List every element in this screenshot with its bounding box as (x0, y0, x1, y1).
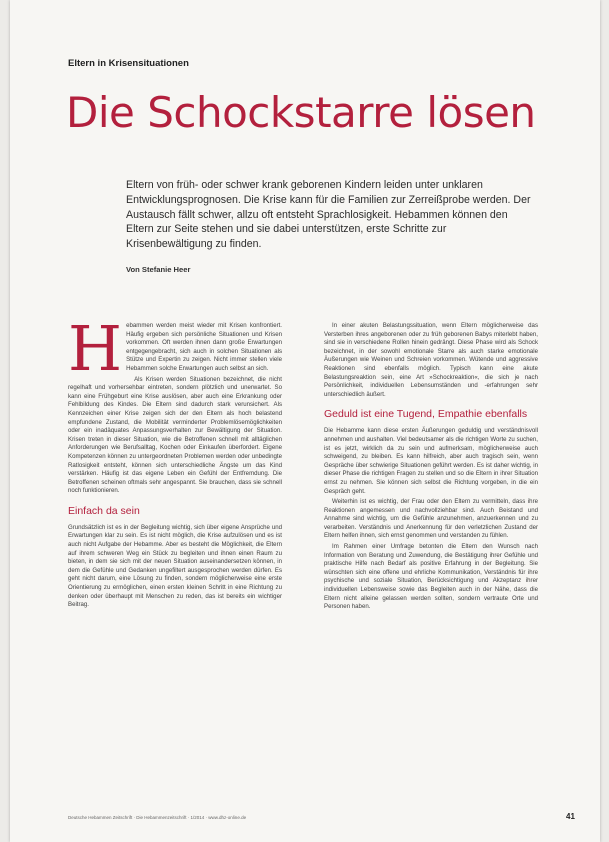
left-column (68, 312, 282, 612)
body-paragraph: Im Rahmen einer Umfrage betonten die Eltern den Wunsch nach Information von Beratung und Zuwendung, die Bestätigung ihrer Gefühle und praktische Hilfe nach Bedarf als positive Erfahrung in der Begleitung. Sie wünschten sich eine offene und ehrliche Kommunikation, Verständnis für ihre psychische und soziale Situation, Berücksichtigung und Akzeptanz ihrer individuellen Lebensweise sowie das Begleiten auch in der Nähe, dass die Eltern nicht alleine gelassen werden sollten, sondern vertraute Orte und Personen haben. (324, 543, 538, 611)
section-kicker: Eltern in Krisensituationen (68, 58, 189, 69)
body-paragraph: In einer akuten Belastungssituation, wenn Eltern möglicherweise das Versterben ihres angeborenen oder zu früh geborenen Babys miterlebt haben, sind sie in verschiedene Rollen hinein gedrängt. Diese Phase wird als Schock bezeichnet, in der sowohl emotionale Starre als auch starke emotionale Äußerungen wie Weinen und Schreien vorkommen. Wütende und aggressive Reaktionen sind ebenfalls möglich. Typisch kann eine akute Belastungsreaktion sein, eine Art »Schockreaktion«, die sich je nach Persönlichkeit, individuellen Lebensumständen und -erfahrungen sehr unterschiedlich äußert. (324, 322, 538, 398)
page-number: 41 (566, 812, 575, 821)
body-paragraph: Als Krisen werden Situationen bezeichnet, die nicht regelhaft und vorhersehbar eintreten, sondern plötzlich und unerwartet. So kann eine Frühgeburt eine Krise auslösen, aber auch eine Erkrankung oder Fehlbildung des Kindes. Die Eltern sind dadurch stark verunsichert. Als Kennzeichen einer Krise zeigen sich der den Eltern als hoch belastend empfundene Zustand, die Mobilität verminderter Problemlösemöglichkeiten oder ein inadäquates Anpassungsverhalten zur Bewältigung der Situation. Krisen treten in dieser Situation, wie die Betroffenen schnell mit alltäglichen Anforderungen wie Berufsalltag, Kochen oder Einkaufen überfordert. Eigene Kompetenzen können zu untergeordneten Problemen werden oder unbedingte Ratlosigkeit entsteht, können sich unterschiedliche Ängste um das Kind verstärken. Häufig ist das eigene Leben ein Gefühl der Entfremdung. Die Betroffenen scheinen oftmals sehr angespannt. Sie brauchen, dass sie schnell noch funktionieren. (68, 375, 282, 495)
body-paragraph: Weiterhin ist es wichtig, der Frau oder den Eltern zu vermitteln, dass ihre Reaktionen angemessen und nachvollziehbar sind. Auch Beistand und Annahme sind wichtig, um die Gefühle anzunehmen, anzuerkennen und zu verarbeiten. Verständnis und Anerkennung für den verletzlichen Zustand der Eltern helfen ihnen, sich ernst genommen und verstanden zu fühlen. (324, 498, 538, 540)
body-paragraph: Die Hebamme kann diese ersten Äußerungen geduldig und verständnisvoll annehmen und aushalten. Viel bedeutsamer als die richtigen Worte zu suchen, ist es jetzt, wirklich da zu sein und aufmerksam, möglicherweise auch schweigend, zu bleiben. Es kann hilfreich, aber auch tragisch sein, wenn Gespräche über schwierige Situationen geführt werden. Es ist daher wichtig, in dieser Phase die richtigen Fragen zu stellen und so die Eltern in ihrer Situation ernst zu nehmen. Sie können sich selbst die Richtung vorgeben, in die ein Gespräch geht. (324, 427, 538, 495)
subheading: Geduld ist eine Tugend, Empathie ebenfalls (324, 408, 528, 421)
body-paragraph: Grundsätzlich ist es in der Begleitung wichtig, sich über eigene Ansprüche und Erwartungen klar zu sein. Es ist nicht möglich, die Krise aufzulösen und es ist auch nicht Aufgabe der Hebamme. Aber es besteht die Möglichkeit, die Eltern auf ihrem schweren Weg ein Stück zu begleiten und ihnen einen Raum zu bieten, in dem sie sich mit der neuen Situation auseinandersetzen können, in dem die Gefühle und Gedanken ungefiltert ausgesprochen werden dürfen. Es geht nicht darum, eine Lösung zu finden, sondern möglicherweise eine erste Orientierung zu ermöglichen, einen ersten kleinen Schritt in eine Richtung zu denken oder überhaupt mit Menschen zu reden, das ist bereits ein wichtiger Beitrag. (68, 523, 282, 609)
right-column (324, 322, 538, 614)
magazine-page (10, 0, 600, 842)
body-paragraph: ebammen werden meist wieder mit Krisen konfrontiert. Häufig ergeben sich persönliche Situationen und Krisen vorkommen. Oft werden ihnen dann große Erwartungen entgegengebracht, sich auch in solchen Situationen als Stütze und Expertin zu zeigen. Nicht immer stellen viele Hebammen solche Erwartungen auch selbst an sich. (126, 322, 282, 372)
lead-paragraph: Eltern von früh- oder schwer krank geborenen Kindern leiden unter unklaren Entwicklungsprognosen. Die Krise kann für die Familien zur Zerreißprobe werden. Der Austausch fällt schwer, allzu oft entsteht Sprachlosigkeit. Hebammen können den Eltern zur Seite stehen und sie dabei unterstützen, erste Schritte zur Krisenbewältigung zu finden. (126, 179, 531, 251)
article-title: Die Schockstarre lösen (66, 88, 536, 137)
subheading: Einfach da sein (68, 504, 140, 517)
drop-cap: H (68, 312, 123, 385)
page-footer: Deutsche Hebammen Zeitschrift · Die Hebammenzeitschrift · 1/2014 · www.dhz-online.de (68, 815, 247, 820)
author-byline: Von Stefanie Heer (126, 265, 191, 274)
